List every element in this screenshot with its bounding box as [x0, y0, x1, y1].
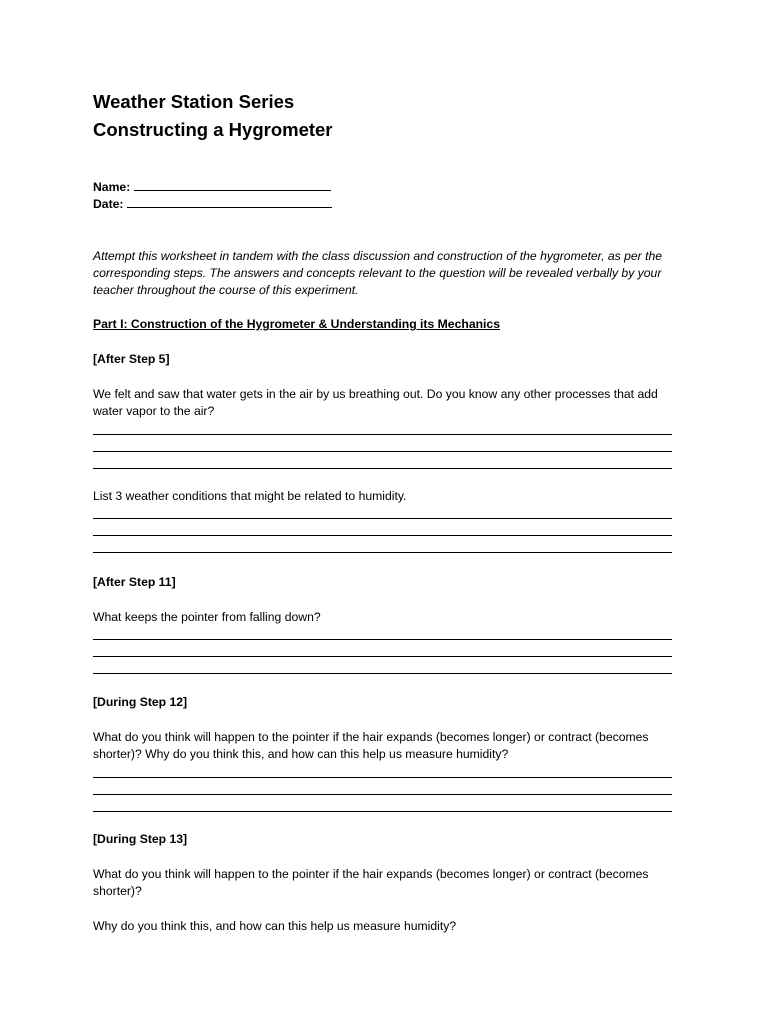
- answer-line[interactable]: [93, 673, 672, 674]
- answer-line[interactable]: [93, 777, 672, 778]
- question-2: List 3 weather conditions that might be related to humidity.: [93, 489, 407, 503]
- answer-line[interactable]: [93, 639, 672, 640]
- question-5: What do you think will happen to the pointer if the hair expands (becomes longer) or contract (becomes shorter)?: [93, 867, 649, 898]
- answer-line[interactable]: [93, 552, 672, 553]
- question-1: We felt and saw that water gets in the air by us breathing out. Do you know any other processes that add water vapor to the air?: [93, 387, 658, 418]
- section-label-step12: [During Step 12]: [93, 695, 188, 709]
- date-blank[interactable]: [127, 195, 332, 208]
- part1-heading: Part I: Construction of the Hygrometer & Understanding its Mechanics: [93, 317, 500, 331]
- answer-line[interactable]: [93, 535, 672, 536]
- worksheet-page: [93, 0, 673, 1024]
- answer-line[interactable]: [93, 518, 672, 519]
- answer-line[interactable]: [93, 468, 672, 469]
- question-6: Why do you think this, and how can this help us measure humidity?: [93, 919, 457, 933]
- name-blank[interactable]: [134, 178, 331, 191]
- date-field[interactable]: [93, 195, 332, 213]
- title-line-2: Constructing a Hygrometer: [93, 119, 333, 140]
- question-3: What keeps the pointer from falling down?: [93, 610, 321, 624]
- name-field[interactable]: [93, 178, 331, 196]
- name-label: Name:: [93, 180, 131, 194]
- section-label-step11: [After Step 11]: [93, 575, 176, 589]
- section-label-step13: [During Step 13]: [93, 832, 188, 846]
- answer-line[interactable]: [93, 451, 672, 452]
- date-label: Date:: [93, 197, 124, 211]
- question-4: What do you think will happen to the pointer if the hair expands (becomes longer) or contract (becomes shorter)? Why do you think this, and how can this help us measure humidity?: [93, 730, 649, 761]
- answer-line[interactable]: [93, 794, 672, 795]
- section-label-step5: [After Step 5]: [93, 352, 170, 366]
- title-line-1: Weather Station Series: [93, 91, 295, 112]
- answer-line[interactable]: [93, 811, 672, 812]
- answer-line[interactable]: [93, 434, 672, 435]
- answer-line[interactable]: [93, 656, 672, 657]
- instructions: Attempt this worksheet in tandem with the class discussion and construction of the hygrometer, as per the corresponding steps. The answers and concepts relevant to the question will be revealed verbally by your teacher throughout the course of this experiment.: [93, 249, 663, 297]
